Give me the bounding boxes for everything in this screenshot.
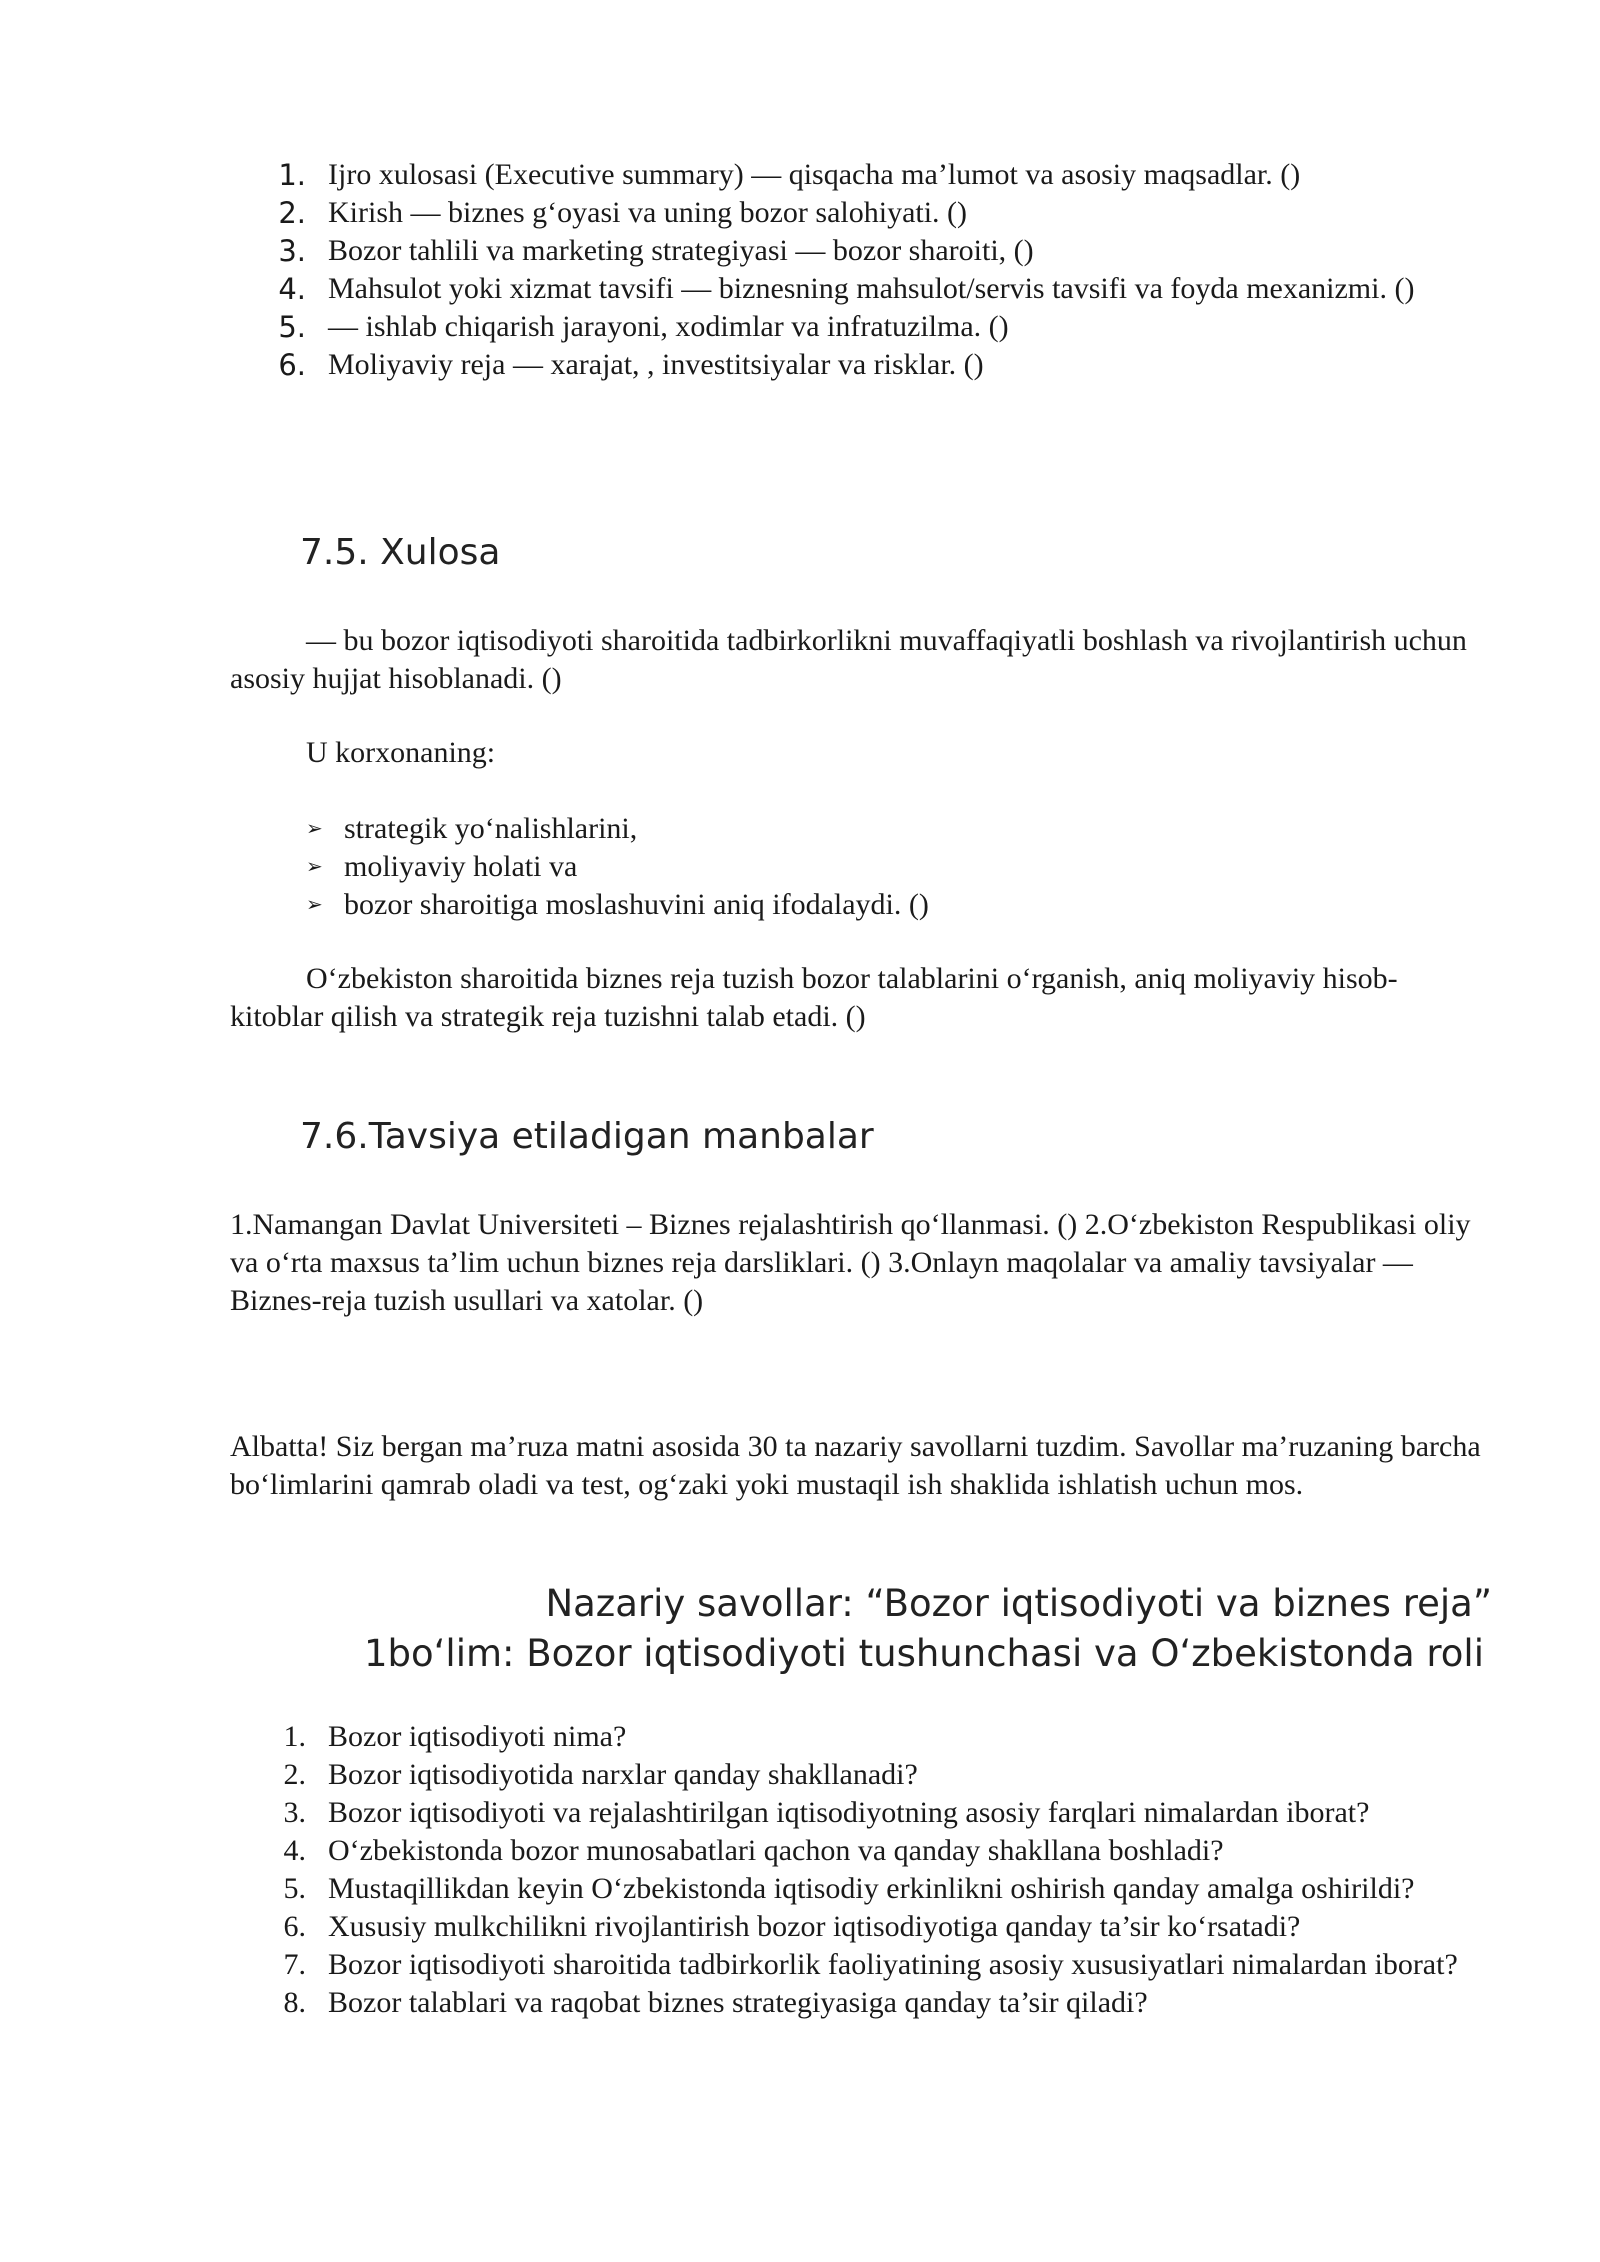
list-item-text: — ishlab chiqarish jarayoni, xodimlar va infratuzilma. () bbox=[328, 310, 1009, 343]
list-number: 8. bbox=[283, 1986, 306, 2019]
business-plan-structure-list bbox=[0, 156, 1600, 384]
list-number: 7. bbox=[283, 1948, 306, 1981]
list-item-text: Xususiy mulkchilikni rivojlantirish bozor iqtisodiyotiga qanday ta’sir ko‘rsatadi? bbox=[328, 1910, 1301, 1943]
conclusion-lead-in: U korxonaning: bbox=[306, 736, 496, 769]
list-number: 1. bbox=[283, 1720, 306, 1753]
conclusion-final-paragraph: O‘zbekiston sharoitida biznes reja tuzish bozor talablarini o‘rganish, aniq moliyaviy hisob-kitoblar qilish va strategik reja tuzishni talab etadi. () bbox=[230, 962, 1398, 1033]
list-item-text: Bozor iqtisodiyoti sharoitida tadbirkorlik faoliyatining asosiy xususiyatlari nimalardan iborat? bbox=[328, 1948, 1458, 1981]
questions-list bbox=[0, 1718, 1600, 2022]
list-item-text: Mustaqillikdan keyin O‘zbekistonda iqtisodiy erkinlikni oshirish qanday amalga oshirildi? bbox=[328, 1872, 1415, 1905]
list-item-text: Mahsulot yoki xizmat tavsifi — biznesning mahsulot/servis tavsifi va foyda mexanizmi. () bbox=[328, 272, 1415, 305]
list-item-text: Moliyaviy reja — xarajat, , investitsiyalar va risklar. () bbox=[328, 348, 984, 381]
conclusion-bullet-list bbox=[306, 810, 1486, 924]
list-item bbox=[0, 1718, 1600, 1756]
list-number: 6. bbox=[278, 348, 306, 382]
list-number: 3. bbox=[283, 1796, 306, 1829]
list-number: 5. bbox=[283, 1872, 306, 1905]
list-item bbox=[0, 1946, 1600, 1984]
list-item bbox=[306, 848, 1486, 886]
list-number: 5. bbox=[278, 310, 306, 344]
list-number: 4. bbox=[278, 272, 306, 306]
list-item-text: O‘zbekistonda bozor munosabatlari qachon va qanday shakllana boshladi? bbox=[328, 1834, 1224, 1867]
arrow-bullet-icon: ➢ bbox=[306, 818, 323, 840]
list-item bbox=[306, 886, 1486, 924]
list-number: 2. bbox=[283, 1758, 306, 1791]
questions-subtitle: 1bo‘lim: Bozor iqtisodiyoti tushunchasi va O‘zbekistonda roli bbox=[364, 1632, 1484, 1675]
section-heading-sources: 7.6.Tavsiya etiladigan manbalar bbox=[300, 1116, 874, 1157]
list-number: 1. bbox=[278, 158, 306, 192]
intro-paragraph: Albatta! Siz bergan ma’ruza matni asosida 30 ta nazariy savollarni tuzdim. Savollar ma’ruzaning barcha bo‘limlarini qamrab oladi va test, og‘zaki yoki mustaqil ish shaklida ishlatish uchun mos. bbox=[230, 1430, 1481, 1501]
list-item-text: Bozor iqtisodiyoti nima? bbox=[328, 1720, 627, 1753]
list-item bbox=[0, 194, 1600, 232]
conclusion-paragraph: — bu bozor iqtisodiyoti sharoitida tadbirkorlikni muvaffaqiyatli boshlash va rivojlantirish uchun asosiy hujjat hisoblanadi. () bbox=[230, 624, 1467, 695]
list-item-text: Bozor iqtisodiyoti va rejalashtirilgan iqtisodiyotning asosiy farqlari nimalardan iborat? bbox=[328, 1796, 1370, 1829]
questions-title: Nazariy savollar: “Bozor iqtisodiyoti va biznes reja” bbox=[545, 1582, 1492, 1625]
list-item bbox=[306, 810, 1486, 848]
list-item-text: strategik yo‘nalishlarini, bbox=[344, 812, 638, 845]
list-number: 6. bbox=[283, 1910, 306, 1943]
list-item bbox=[0, 1832, 1600, 1870]
list-item bbox=[0, 1794, 1600, 1832]
sources-paragraph: 1.Namangan Davlat Universiteti – Biznes rejalashtirish qo‘llanmasi. () 2.O‘zbekiston Respublikasi oliy va o‘rta maxsus ta’lim uchun biznes reja darsliklari. () 3.Onlayn maqolalar va amaliy tavsiyalar — Biznes-reja tuzish usullari va xatolar. () bbox=[230, 1208, 1471, 1317]
list-item bbox=[0, 270, 1600, 308]
list-item-text: Ijro xulosasi (Executive summary) — qisqacha ma’lumot va asosiy maqsadlar. () bbox=[328, 158, 1301, 191]
list-item bbox=[0, 1870, 1600, 1908]
list-item bbox=[0, 232, 1600, 270]
list-item bbox=[0, 1756, 1600, 1794]
list-item bbox=[0, 1908, 1600, 1946]
arrow-bullet-icon: ➢ bbox=[306, 856, 323, 878]
section-heading-conclusion: 7.5. Xulosa bbox=[300, 532, 501, 573]
list-item-text: bozor sharoitiga moslashuvini aniq ifodalaydi. () bbox=[344, 888, 929, 921]
list-number: 2. bbox=[278, 196, 306, 230]
list-item bbox=[0, 346, 1600, 384]
list-item bbox=[0, 1984, 1600, 2022]
list-number: 3. bbox=[278, 234, 306, 268]
list-item bbox=[0, 156, 1600, 194]
list-item-text: Bozor talablari va raqobat biznes strategiyasiga qanday ta’sir qiladi? bbox=[328, 1986, 1148, 2019]
list-item-text: Bozor iqtisodiyotida narxlar qanday shakllanadi? bbox=[328, 1758, 918, 1791]
list-item-text: Kirish — biznes g‘oyasi va uning bozor salohiyati. () bbox=[328, 196, 968, 229]
arrow-bullet-icon: ➢ bbox=[306, 894, 323, 916]
list-number: 4. bbox=[283, 1834, 306, 1867]
list-item-text: moliyaviy holati va bbox=[344, 850, 578, 883]
list-item bbox=[0, 308, 1600, 346]
list-item-text: Bozor tahlili va marketing strategiyasi — bozor sharoiti, () bbox=[328, 234, 1034, 267]
